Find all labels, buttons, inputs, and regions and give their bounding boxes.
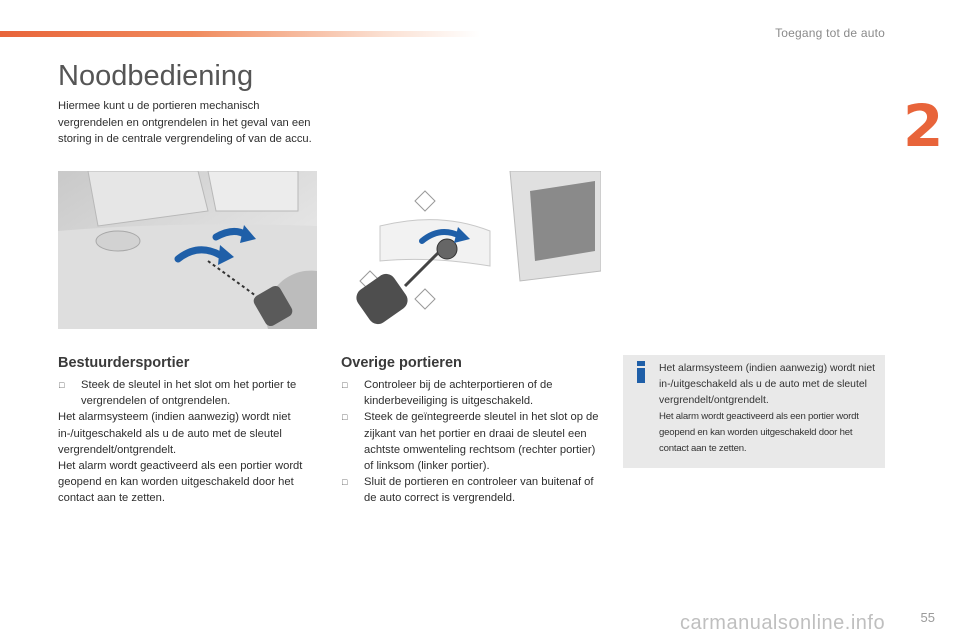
list-item: □ Sluit de portieren en controleer van buitenaf of de auto correct is vergrendeld. [341,474,603,506]
info-paragraph: Het alarmsysteem (indien aanwezig) wordt niet in-/uitgeschakeld als u de auto met de sleutel vergrendelt/ontgrendelt. [659,363,875,406]
paragraph: Het alarmsysteem (indien aanwezig) wordt niet in-/uitgeschakeld als u de auto met de sleutel vergrendelt/ontgrendelt. [58,411,291,456]
bullet-icon: □ [59,380,65,390]
bullet-icon: □ [342,412,348,423]
list-item: □ Controleer bij de achterportieren of de kinderbeveiliging is uitgeschakeld. [341,377,603,409]
info-paragraph: Het alarm wordt geactiveerd als een portier wordt geopend en kan worden uitgeschakeld door het contact aan te zetten. [659,411,859,454]
paragraph: Het alarm wordt geactiveerd als een portier wordt geopend en kan worden uitgeschakeld door het contact aan te zetten. [58,460,303,505]
list-item: □ Steek de sleutel in het slot om het portier te vergrendelen of ontgrendelen. [58,377,320,409]
chapter-number: 2 [903,92,944,160]
watermark: carmanualsonline.info [680,612,886,634]
intro-paragraph: Hiermee kunt u de portieren mechanisch vergrendelen en ontgrendelen in het geval van een storing in de centrale vergrendeling of van de accu. [58,100,312,145]
info-icon [634,361,648,383]
bullet-icon: □ [342,477,348,488]
driver-door-illustration [58,171,317,329]
section-title: Toegang tot de auto [775,26,885,40]
driver-door-heading: Bestuurdersportier [58,355,190,371]
other-doors-heading: Overige portieren [341,355,462,371]
info-box [623,355,885,468]
driver-door-text [58,377,320,507]
bullet-icon: □ [342,380,348,390]
page-title: Noodbediening [58,60,254,92]
other-doors-text [341,377,603,507]
rear-door-illustration [340,171,601,331]
header-accent-bar [0,31,480,37]
info-text [659,361,881,457]
list-item: □ Steek de geïntegreerde sleutel in het slot op de zijkant van het portier en draai de sleutel een achtste omwenteling rechtsom (rechter portier) of linksom (linker portier). [341,409,603,474]
page-number: 55 [920,610,935,625]
